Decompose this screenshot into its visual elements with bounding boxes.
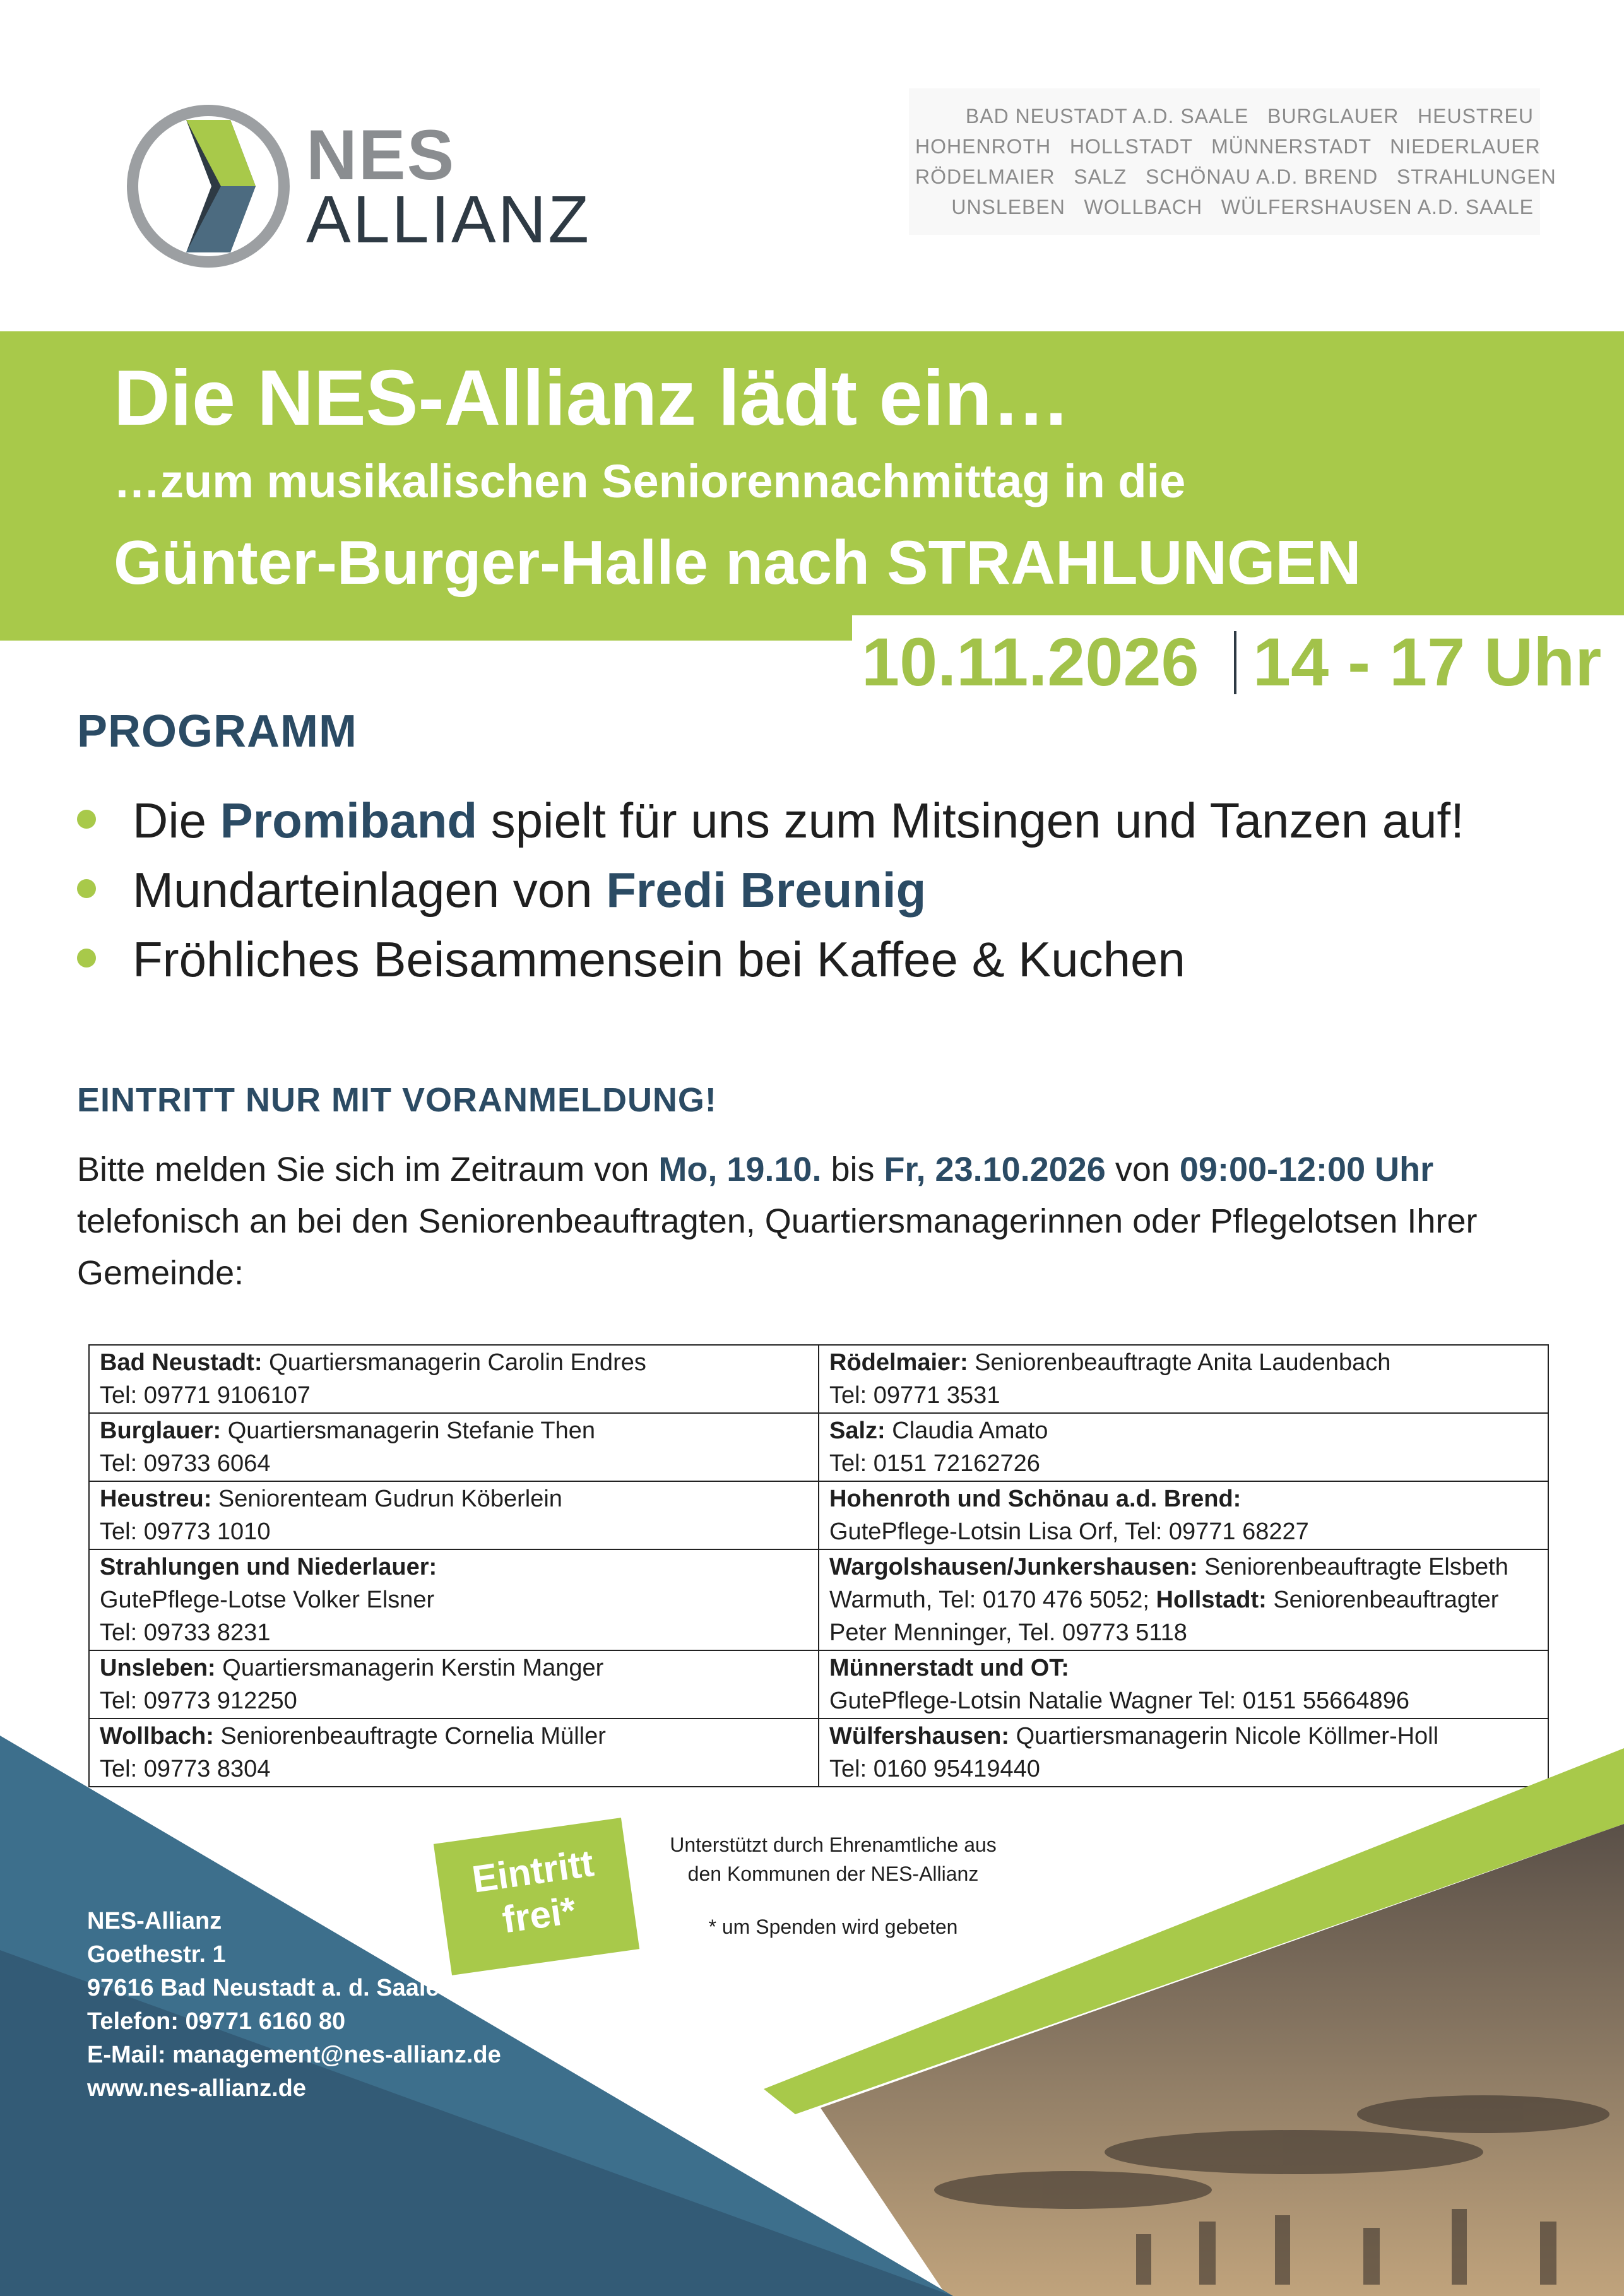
contact-phone: Tel: 09733 6064 xyxy=(100,1450,271,1477)
registration-start-date: Mo, 19.10. xyxy=(658,1151,822,1188)
contact-person: Seniorenteam Gudrun Köberlein xyxy=(211,1486,562,1512)
contact-place: Wargolshausen/Junkershausen: xyxy=(829,1554,1198,1580)
contact-phone: Tel: 09771 9106107 xyxy=(100,1382,311,1409)
program-item xyxy=(77,794,1464,848)
banner-title: Die NES-Allianz lädt ein… xyxy=(114,355,1070,442)
contact-person: Claudia Amato xyxy=(885,1417,1048,1444)
badge-line: Eintritt xyxy=(469,1842,596,1901)
bullet-icon xyxy=(77,879,96,898)
contact-place: Münnerstadt und OT: xyxy=(829,1655,1069,1681)
logo-text-nes: NES xyxy=(306,115,456,194)
contact-person: Quartiersmanagerin Carolin Endres xyxy=(262,1349,646,1376)
registration-text-part: telefonisch an bei den Seniorenbeauftragten, Quartiersmanagerinnen oder Pflegelotsen Ihrer Gemeinde: xyxy=(77,1202,1478,1292)
banner-venue: Günter-Burger-Halle nach STRAHLUNGEN xyxy=(114,528,1361,597)
program-highlight: Fredi Breunig xyxy=(606,862,927,918)
contact-phone: Tel: 09733 8231 xyxy=(100,1619,271,1646)
contact-person: Seniorenbeauftragter Peter Menninger, Tel. 09773 5118 xyxy=(829,1587,1499,1646)
program-item xyxy=(77,863,926,918)
email-link[interactable]: E-Mail: management@nes-allianz.de xyxy=(87,2042,501,2068)
bullet-icon xyxy=(77,949,96,968)
contact-place: Unsleben: xyxy=(100,1655,216,1681)
contact-place: Wülfershausen: xyxy=(829,1723,1010,1749)
registration-text-part: von xyxy=(1105,1151,1180,1188)
table-row xyxy=(89,1481,1548,1549)
contact-place: Wollbach: xyxy=(100,1723,214,1749)
contact-phone: Tel: 0151 72162726 xyxy=(829,1450,1040,1477)
event-date: 10.11.2026 xyxy=(862,624,1199,700)
registration-text-part: bis xyxy=(821,1151,884,1188)
contact-place: Strahlungen und Niederlauer: xyxy=(100,1554,437,1580)
event-time: 14 - 17 Uhr xyxy=(1253,624,1602,700)
donation-note: * um Spenden wird gebeten xyxy=(708,1915,958,1938)
contact-place: Bad Neustadt: xyxy=(100,1349,263,1376)
phone: Telefon: 09771 6160 80 xyxy=(87,2008,346,2035)
contact-cell xyxy=(89,1549,819,1650)
contact-place: Burglauer: xyxy=(100,1417,222,1444)
contact-phone: Tel: 09773 912250 xyxy=(100,1688,297,1714)
contact-phone: Tel: 0160 95419440 xyxy=(829,1756,1040,1782)
member-towns-list xyxy=(909,88,1556,235)
contact-cell xyxy=(89,1650,819,1719)
org-name: NES-Allianz xyxy=(87,1908,222,1934)
contact-person: GutePflege-Lotse Volker Elsner xyxy=(100,1587,435,1613)
contact-place: Rödelmaier: xyxy=(829,1349,968,1376)
registration-hours: 09:00-12:00 Uhr xyxy=(1179,1151,1434,1188)
date-separator xyxy=(1234,631,1236,694)
program-heading: PROGRAMM xyxy=(77,706,357,757)
program-item xyxy=(77,933,1185,987)
support-note xyxy=(631,1830,1035,1888)
contact-cell xyxy=(89,1345,819,1413)
contact-cell xyxy=(89,1413,819,1481)
contact-phone: Tel: 09771 3531 xyxy=(829,1382,1000,1409)
towns-line: UNSLEBEN WOLLBACH WÜLFERSHAUSEN A.D. SAALE xyxy=(951,196,1534,218)
contact-person: Quartiersmanagerin Kerstin Manger xyxy=(215,1655,604,1681)
contact-cell xyxy=(819,1481,1548,1549)
contact-cell xyxy=(89,1481,819,1549)
banner-subtitle: …zum musikalischen Seniorennachmittag in die xyxy=(114,455,1186,507)
contact-phone: GutePflege-Lotsin Lisa Orf, Tel: 09771 68227 xyxy=(829,1518,1309,1545)
contact-place: Hohenroth und Schönau a.d. Brend: xyxy=(829,1486,1242,1512)
table-row xyxy=(89,1549,1548,1650)
badge-line: frei* xyxy=(499,1888,579,1941)
contact-cell xyxy=(819,1650,1548,1719)
contact-phone: GutePflege-Lotsin Natalie Wagner Tel: 0151 55664896 xyxy=(829,1688,1409,1714)
program-text: Fröhliches Beisammensein bei Kaffee & Kuchen xyxy=(133,932,1185,987)
registration-text-part: Bitte melden Sie sich im Zeitraum von xyxy=(77,1151,659,1188)
program-highlight: Promiband xyxy=(220,793,478,848)
towns-line: BAD NEUSTADT A.D. SAALE BURGLAUER HEUSTREU xyxy=(965,105,1534,127)
bullet-icon xyxy=(77,810,96,829)
contact-phone: Tel: 09773 8304 xyxy=(100,1756,271,1782)
support-line: den Kommunen der NES-Allianz xyxy=(687,1862,979,1885)
contact-cell xyxy=(819,1549,1548,1650)
city: 97616 Bad Neustadt a. d. Saale xyxy=(87,1975,439,2001)
support-line: Unterstützt durch Ehrenamtliche aus xyxy=(670,1833,997,1856)
contact-cell xyxy=(819,1413,1548,1481)
towns-line: HOHENROTH HOLLSTADT MÜNNERSTADT NIEDERLAUER xyxy=(915,135,1541,158)
contact-place: Heustreu: xyxy=(100,1486,212,1512)
contact-person: Quartiersmanagerin Nicole Köllmer-Holl xyxy=(1009,1723,1439,1749)
contact-person: Seniorenbeauftragte Elsbeth Warmuth, Tel: 0170 476 5052; xyxy=(829,1554,1508,1613)
contact-place: Hollstadt: xyxy=(1156,1587,1267,1613)
website-link[interactable]: www.nes-allianz.de xyxy=(87,2075,307,2102)
towns-line: RÖDELMAIER SALZ SCHÖNAU A.D. BREND STRAHLUNGEN xyxy=(915,165,1556,188)
table-row xyxy=(89,1650,1548,1719)
registration-end-date: Fr, 23.10.2026 xyxy=(884,1151,1106,1188)
logo-text-allianz: ALLIANZ xyxy=(306,182,591,257)
program-text: Mundarteinlagen von xyxy=(133,862,607,918)
contact-person: Seniorenbeauftragte Anita Laudenbach xyxy=(968,1349,1391,1376)
street: Goethestr. 1 xyxy=(87,1941,226,1968)
registration-text xyxy=(77,1144,1567,1299)
contact-address xyxy=(87,1905,501,2105)
contact-phone: Tel: 09773 1010 xyxy=(100,1518,271,1545)
contacts-table xyxy=(88,1344,1549,1787)
contact-place: Salz: xyxy=(829,1417,886,1444)
registration-heading: EINTRITT NUR MIT VORANMELDUNG! xyxy=(77,1081,717,1119)
table-row xyxy=(89,1345,1548,1413)
table-row xyxy=(89,1413,1548,1481)
contact-person: Quartiersmanagerin Stefanie Then xyxy=(221,1417,595,1444)
program-text: spielt für uns zum Mitsingen und Tanzen auf! xyxy=(477,793,1464,848)
program-text: Die xyxy=(133,793,220,848)
contact-cell xyxy=(819,1345,1548,1413)
contact-person: Seniorenbeauftragte Cornelia Müller xyxy=(213,1723,606,1749)
